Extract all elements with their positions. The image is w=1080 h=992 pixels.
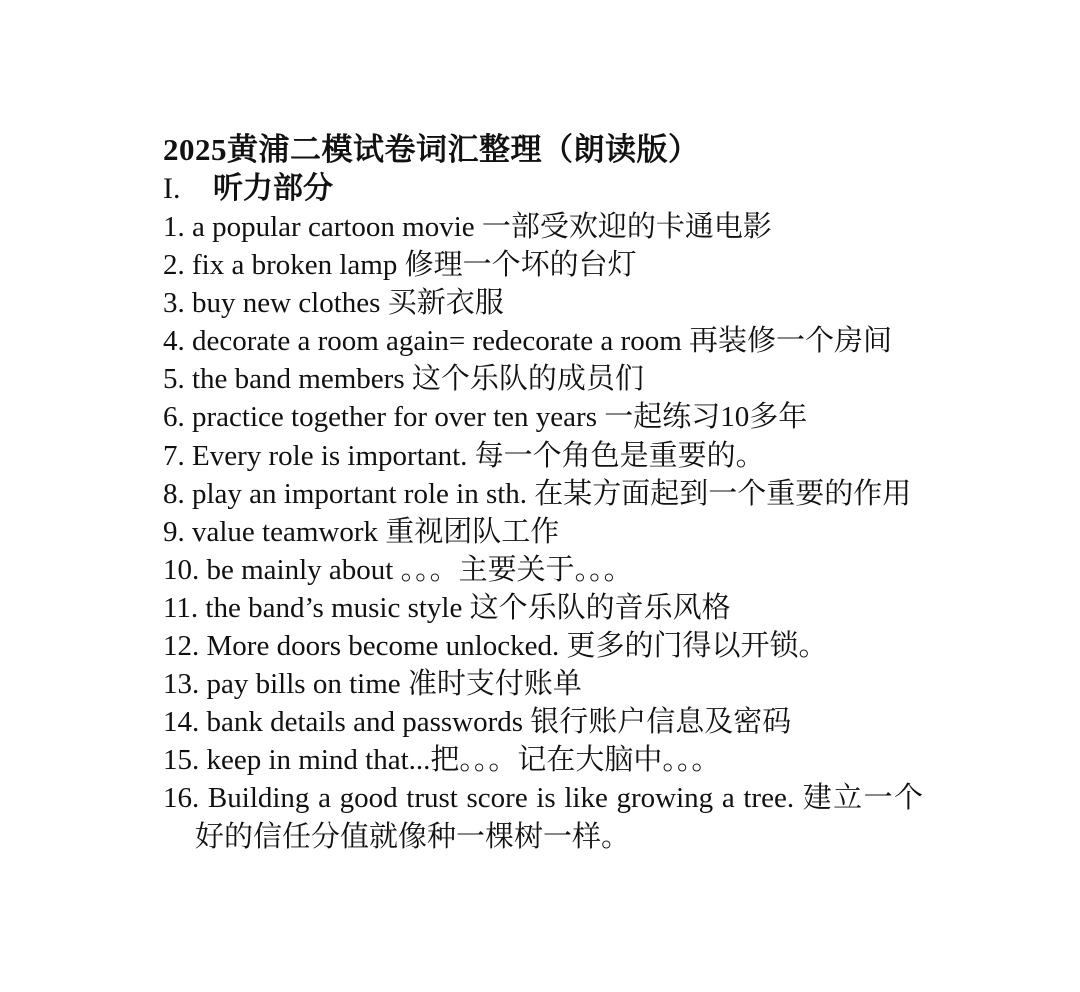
vocabulary-item: 12. More doors become unlocked. 更多的门得以开锁。 [163,630,828,663]
vocabulary-item: 8. play an important role in sth. 在某方面起到一个重要的作用 [163,477,912,510]
vocabulary-list [163,208,923,856]
vocabulary-item: 10. be mainly about 。。。主要关于。。。 [163,553,633,586]
vocabulary-item: 7. Every role is important. 每一个角色是重要的。 [163,439,765,472]
vocabulary-item: 6. practice together for over ten years 一起练习10多年 [163,401,808,434]
vocabulary-item: 1. a popular cartoon movie 一部受欢迎的卡通电影 [163,211,772,243]
vocabulary-item: 11. the band’s music style 这个乐队的音乐风格 [163,591,731,624]
document-body [163,130,923,856]
vocabulary-item: 5. the band members 这个乐队的成员们 [163,363,644,396]
vocabulary-item: 15. keep in mind that...把。。。记在大脑中。。。 [163,744,721,777]
vocabulary-item: 9. value teamwork 重视团队工作 [163,515,560,548]
vocabulary-item: 16. Building a good trust score is like growing a tree. 建立一个好的信任分值就像种一棵树一样。 [163,782,923,853]
vocabulary-item: 2. fix a broken lamp 修理一个坏的台灯 [163,249,637,282]
document-title: 2025黄浦二模试卷词汇整理（朗读版） [163,132,700,167]
vocabulary-item: 3. buy new clothes 买新衣服 [163,287,504,320]
section-heading [163,170,923,208]
vocabulary-item: 4. decorate a room again= redecorate a room 再装修一个房间 [163,325,893,358]
section-label: 听力部分 [213,172,333,205]
section-number: I. [163,172,181,205]
vocabulary-item: 13. pay bills on time 准时支付账单 [163,668,582,701]
vocabulary-item: 14. bank details and passwords 银行账户信息及密码 [163,706,792,739]
